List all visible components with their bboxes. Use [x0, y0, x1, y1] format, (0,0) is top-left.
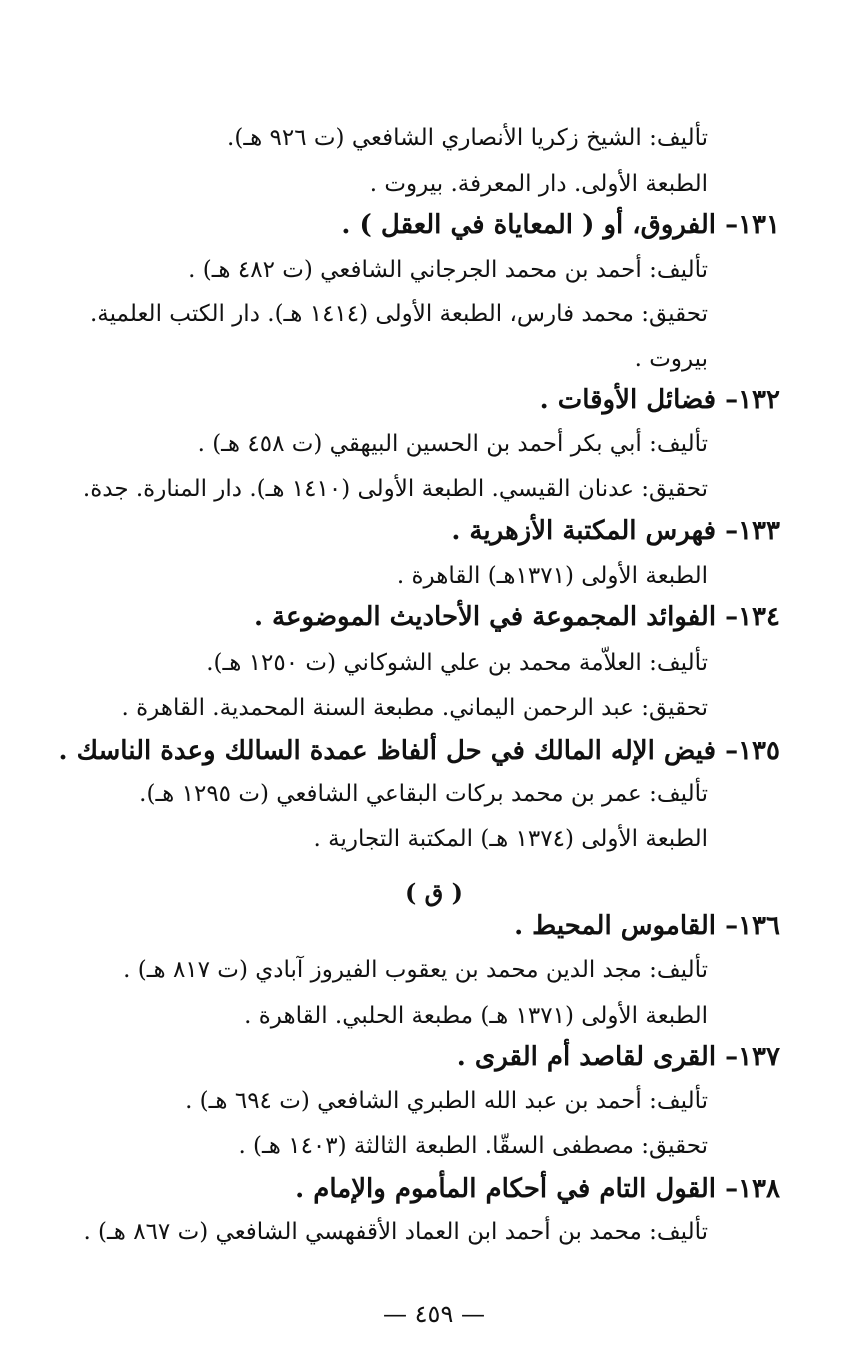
entry-137-author: تأليف: أحمد بن عبد الله الطبري الشافعي (ت ٦٩٤ هـ) .: [185, 1088, 708, 1114]
entry-136-title: ١٣٦– القاموس المحيط .: [514, 911, 780, 941]
section-heading: ( ق ): [404, 878, 464, 907]
entry-136-author: تأليف: مجد الدين محمد بن يعقوب الفيروز آبادي (ت ٨١٧ هـ) .: [123, 957, 708, 983]
entry-138-author: تأليف: محمد بن أحمد ابن العماد الأقفهسي الشافعي (ت ٨٦٧ هـ) .: [83, 1219, 708, 1245]
entry-137-editor: تحقيق: مصطفى السقّا. الطبعة الثالثة (١٤٠٣ هـ) .: [238, 1133, 708, 1159]
entry-134-author: تأليف: العلاّمة محمد بن علي الشوكاني (ت ١٢٥٠ هـ).: [206, 650, 708, 676]
entry-135-title: ١٣٥– فيض الإله المالك في حل ألفاظ عمدة السالك وعدة الناسك .: [58, 736, 780, 766]
entry-132-author: تأليف: أبي بكر أحمد بن الحسين البيهقي (ت ٤٥٨ هـ) .: [197, 431, 708, 457]
entry-133-edition: الطبعة الأولى (١٣٧١هـ) القاهرة .: [396, 563, 708, 589]
entry-131-title: ١٣١– الفروق، أو ( المعاياة في العقل ) .: [341, 210, 780, 240]
entry-133-title: ١٣٣– فهرس المكتبة الأزهرية .: [451, 516, 780, 546]
entry-134-title: ١٣٤– الفوائد المجموعة في الأحاديث الموضوعة .: [253, 602, 780, 632]
entry-137-title: ١٣٧– القرى لقاصد أم القرى .: [456, 1042, 780, 1072]
entry-131-place: بيروت .: [634, 346, 708, 372]
entry-131-author: تأليف: أحمد بن محمد الجرجاني الشافعي (ت ٤٨٢ هـ) .: [188, 257, 708, 283]
entry-132-editor: تحقيق: عدنان القيسي. الطبعة الأولى (١٤١٠ هـ). دار المنارة. جدة.: [82, 476, 708, 502]
entry-130-author: تأليف: الشيخ زكريا الأنصاري الشافعي (ت ٩٢٦ هـ).: [227, 125, 708, 151]
entry-132-title: ١٣٢– فضائل الأوقات .: [539, 385, 780, 415]
entry-136-edition: الطبعة الأولى (١٣٧١ هـ) مطبعة الحلبي. القاهرة .: [244, 1003, 708, 1029]
entry-130-edition: الطبعة الأولى. دار المعرفة. بيروت .: [369, 171, 708, 197]
entry-131-editor: تحقيق: محمد فارس، الطبعة الأولى (١٤١٤ هـ). دار الكتب العلمية.: [89, 301, 708, 327]
entry-134-editor: تحقيق: عبد الرحمن اليماني. مطبعة السنة المحمدية. القاهرة .: [121, 695, 708, 721]
entry-135-edition: الطبعة الأولى (١٣٧٤ هـ) المكتبة التجارية .: [313, 826, 708, 852]
entry-135-author: تأليف: عمر بن محمد بركات البقاعي الشافعي (ت ١٢٩٥ هـ).: [139, 781, 708, 807]
page-number: — ٤٥٩ —: [383, 1300, 485, 1328]
entry-138-title: ١٣٨– القول التام في أحكام المأموم والإمام .: [295, 1174, 780, 1204]
